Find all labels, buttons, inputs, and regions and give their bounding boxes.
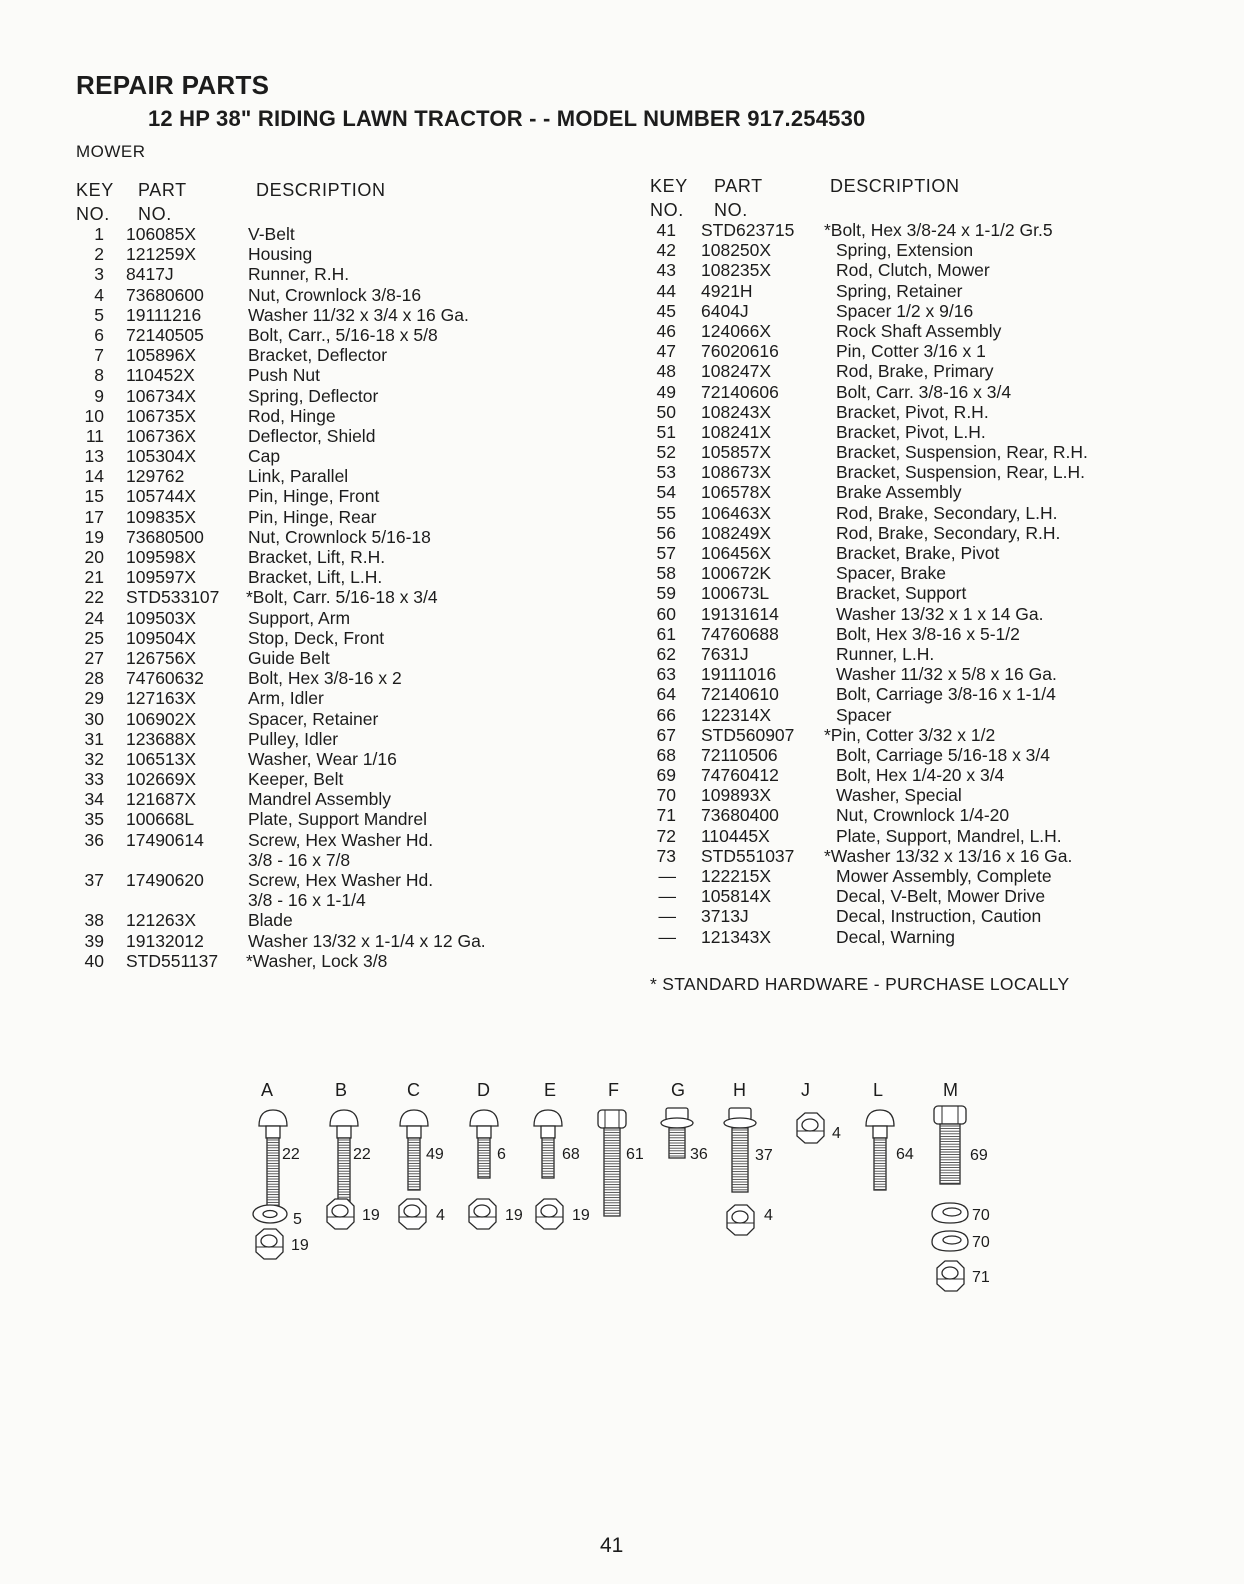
description-header: DESCRIPTION	[256, 180, 386, 200]
key-number: 27	[84, 647, 104, 668]
key-number: 11	[85, 425, 104, 446]
part-description: Rock Shaft Assembly	[836, 320, 1002, 341]
bolt-callout-a: 22	[282, 1146, 300, 1163]
part-description: Arm, Idler	[248, 688, 324, 709]
key-number: 62	[656, 643, 676, 664]
part-number: 4921H	[701, 280, 753, 301]
hardware-letter-e: E	[544, 1080, 557, 1100]
part-description: Deflector, Shield	[248, 425, 376, 446]
part-description: Mower Assembly, Complete	[836, 866, 1052, 886]
part-description: Washer 11/32 x 5/8 x 16 Ga.	[836, 664, 1057, 685]
part-description: Guide Belt	[248, 647, 330, 668]
part-number: STD560907	[701, 724, 795, 745]
callout-a-washer: 5	[293, 1211, 302, 1228]
part-description: Runner, R.H.	[248, 264, 350, 285]
bolt-f	[598, 1110, 626, 1216]
part-description: V-Belt	[248, 224, 295, 244]
hardware-letter-g: G	[671, 1080, 686, 1100]
part-description: Spring, Retainer	[836, 280, 963, 301]
part-number: 105814X	[701, 886, 772, 907]
callout-a-nut: 19	[291, 1237, 309, 1254]
key-number: 29	[84, 688, 104, 709]
part-description: Screw, Hex Washer Hd.	[248, 829, 434, 850]
key-number: 33	[84, 769, 104, 790]
hardware-letter-d: D	[477, 1080, 490, 1100]
key-number: 19	[84, 526, 104, 547]
part-description: Pin, Hinge, Rear	[248, 506, 377, 527]
key-number: 55	[656, 502, 676, 523]
key-number: 2	[94, 244, 104, 265]
part-number: 72110506	[701, 744, 778, 765]
key-number: 5	[94, 304, 104, 325]
part-header: PART	[138, 180, 187, 200]
part-header-line2: NO.	[714, 200, 748, 220]
key-number: 8	[94, 365, 104, 386]
key-number: 47	[656, 341, 676, 362]
part-number: 121259X	[126, 244, 197, 265]
part-description: Bracket, Deflector	[248, 345, 388, 366]
key-number: —	[658, 906, 676, 927]
part-number: 109835X	[126, 506, 197, 527]
key-number: 37	[84, 870, 104, 891]
part-header: PART	[714, 176, 763, 196]
bolt-c	[400, 1110, 428, 1190]
part-number: 72140610	[701, 684, 779, 705]
key-number: 72	[656, 825, 676, 846]
part-description: Rod, Clutch, Mower	[836, 260, 990, 281]
key-number: 25	[84, 627, 104, 648]
key-number: 36	[84, 829, 104, 850]
screw-g	[661, 1108, 693, 1158]
part-number: 109503X	[126, 607, 197, 628]
part-number: 105744X	[126, 486, 197, 507]
key-number: 21	[84, 567, 104, 588]
key-number: 67	[656, 724, 676, 745]
part-description: Washer, Special	[836, 785, 962, 806]
part-number: 19111016	[701, 664, 777, 685]
key-number: 31	[84, 728, 104, 749]
key-number: 34	[84, 789, 104, 810]
part-description: Plate, Support Mandrel	[248, 809, 427, 830]
key-number: 1	[94, 224, 104, 244]
part-number: 122314X	[701, 704, 772, 725]
key-number: 41	[656, 220, 676, 240]
part-description: Rod, Brake, Secondary, R.H.	[836, 522, 1061, 543]
part-number: 19131614	[701, 603, 779, 624]
screw-h	[724, 1108, 756, 1192]
part-number: 123688X	[126, 728, 197, 749]
key-number: 69	[656, 765, 676, 786]
special-washer-m-1	[932, 1203, 968, 1223]
key-number: 59	[656, 583, 676, 604]
nut-m	[937, 1261, 964, 1291]
key-number: 44	[656, 280, 676, 301]
washer-a	[253, 1205, 287, 1223]
part-number: 106578X	[701, 482, 772, 503]
part-description: Spacer 1/2 x 9/16	[836, 300, 974, 321]
key-number: 63	[656, 664, 676, 685]
bolt-e	[534, 1110, 562, 1178]
part-number: 105304X	[126, 446, 197, 467]
part-number: 7631J	[701, 643, 749, 664]
key-number: 58	[656, 563, 676, 584]
key-number: 32	[84, 748, 104, 769]
key-number: 70	[656, 785, 676, 806]
key-number: 51	[656, 421, 676, 442]
part-number: 106736X	[126, 425, 197, 446]
part-number: STD533107	[126, 587, 220, 608]
bolt-callout-b: 22	[353, 1146, 371, 1163]
part-description: Pin, Cotter 3/16 x 1	[836, 341, 986, 362]
part-description: Bracket, Pivot, L.H.	[836, 421, 986, 442]
key-number: 43	[656, 260, 676, 281]
bolt-callout-c: 49	[426, 1146, 444, 1163]
hardware-letter-j: J	[801, 1080, 810, 1100]
part-description: Bolt, Hex 1/4-20 x 3/4	[836, 765, 1005, 786]
part-number: 74760632	[126, 668, 204, 689]
part-number: 126756X	[126, 647, 197, 668]
part-number: 100668L	[126, 809, 195, 830]
key-number: 64	[656, 684, 676, 705]
hardware-letter-a: A	[261, 1080, 274, 1100]
part-description: Rod, Brake, Primary	[836, 361, 994, 382]
key-number: —	[658, 886, 676, 907]
key-number: 66	[656, 704, 676, 725]
key-number: 48	[656, 361, 676, 382]
part-number: 121687X	[126, 789, 197, 810]
bolt-d	[470, 1110, 498, 1178]
key-number: 56	[656, 522, 676, 543]
part-number: 109893X	[701, 785, 772, 806]
part-description: Plate, Support, Mandrel, L.H.	[836, 825, 1062, 846]
key-header-line2: NO.	[650, 200, 684, 220]
callout-m-washer-1: 70	[972, 1207, 990, 1224]
part-number: 109504X	[126, 627, 197, 648]
key-number: 46	[656, 320, 676, 341]
part-number: 72140505	[126, 324, 204, 345]
key-number: 7	[94, 345, 104, 366]
part-description: Brake Assembly	[836, 482, 962, 503]
part-number: 74760688	[701, 623, 779, 644]
part-number: 108235X	[701, 260, 772, 281]
key-number: 57	[656, 543, 676, 563]
key-number: 39	[84, 930, 104, 951]
part-number: 106734X	[126, 385, 197, 406]
key-number: 17	[84, 506, 104, 527]
key-number: 40	[84, 950, 104, 971]
part-description: *Washer, Lock 3/8	[246, 950, 388, 971]
part-description: Decal, V-Belt, Mower Drive	[836, 886, 1046, 907]
bolt-callout-d: 6	[497, 1146, 506, 1163]
bolt-callout-f: 61	[626, 1146, 644, 1163]
key-number: 3	[94, 264, 104, 285]
part-description: Washer 13/32 x 1 x 14 Ga.	[836, 603, 1044, 624]
part-number: 100672K	[701, 563, 772, 584]
bolt-callout-m: 69	[970, 1147, 988, 1164]
part-description: Link, Parallel	[248, 466, 349, 487]
part-description: Bracket, Suspension, Rear, L.H.	[836, 462, 1086, 483]
hardware-letter-b: B	[335, 1080, 348, 1100]
part-number: 106513X	[126, 748, 197, 769]
part-number: 73680600	[126, 284, 204, 305]
callout-e-nut: 19	[572, 1207, 590, 1224]
key-number: 42	[656, 240, 676, 261]
part-description: Rod, Hinge	[248, 405, 336, 426]
part-description: Spacer, Brake	[836, 563, 946, 584]
bolt-l	[866, 1110, 894, 1190]
key-number: 15	[84, 486, 104, 507]
part-description: Spring, Deflector	[248, 385, 379, 406]
part-number: 124066X	[701, 320, 772, 341]
nut-e	[536, 1199, 563, 1229]
part-description: Pulley, Idler	[248, 728, 339, 749]
part-description: Decal, Instruction, Caution	[836, 906, 1042, 927]
key-number: 20	[84, 547, 104, 567]
key-number: 14	[84, 466, 104, 487]
part-number: 102669X	[126, 769, 197, 790]
part-description: Nut, Crownlock 1/4-20	[836, 805, 1010, 826]
hardware-letter-m: M	[943, 1080, 958, 1100]
hardware-letter-h: H	[733, 1080, 746, 1100]
part-description: Rod, Brake, Secondary, L.H.	[836, 502, 1058, 523]
part-number: 17490620	[126, 870, 204, 891]
key-number: 38	[84, 910, 104, 931]
part-description: Spring, Extension	[836, 240, 974, 261]
part-description: Bolt, Hex 3/8-16 x 5-1/2	[836, 623, 1020, 644]
part-description: Nut, Crownlock 3/8-16	[248, 284, 422, 305]
model-subtitle: 12 HP 38" RIDING LAWN TRACTOR - - MODEL NUMBER 917.254530	[148, 106, 866, 131]
standard-hardware-footnote: * STANDARD HARDWARE - PURCHASE LOCALLY	[650, 974, 1070, 994]
part-number: 122215X	[701, 866, 772, 886]
part-description: Bracket, Lift, R.H.	[248, 547, 386, 567]
part-description: Pin, Hinge, Front	[248, 486, 380, 507]
key-number: 49	[656, 381, 676, 402]
part-description: Mandrel Assembly	[248, 789, 391, 810]
part-number: 108250X	[701, 240, 772, 261]
nut-a	[256, 1229, 283, 1259]
bolt-callout-l: 64	[896, 1146, 914, 1163]
key-number: 28	[84, 668, 104, 689]
hardware-letter-l: L	[873, 1080, 884, 1100]
part-number: 110445X	[701, 825, 770, 846]
nut-b	[327, 1199, 354, 1229]
part-number: 74760412	[701, 765, 779, 786]
nut-d	[469, 1199, 496, 1229]
bolt-callout-h: 37	[755, 1147, 773, 1164]
part-description: Support, Arm	[248, 607, 351, 628]
key-number: 10	[84, 405, 104, 426]
special-washer-m-2	[932, 1231, 968, 1251]
part-number: 106456X	[701, 543, 772, 563]
key-number: —	[658, 926, 676, 947]
part-description: *Bolt, Carr. 5/16-18 x 3/4	[246, 587, 438, 608]
callout-m-nut: 71	[972, 1269, 990, 1286]
page-title: REPAIR PARTS	[76, 70, 270, 100]
part-number: 129762	[126, 466, 185, 487]
part-header-line2: NO.	[138, 204, 172, 224]
nut-h	[727, 1205, 754, 1235]
part-description: Bracket, Pivot, R.H.	[836, 401, 989, 422]
part-description: Bolt, Carriage 3/8-16 x 1-1/4	[836, 684, 1056, 705]
part-number: 108673X	[701, 462, 772, 483]
key-number: 68	[656, 744, 676, 765]
part-number: 73680500	[126, 526, 204, 547]
part-description-continued: 3/8 - 16 x 1-1/4	[248, 890, 366, 911]
part-description: Stop, Deck, Front	[248, 627, 385, 648]
page-number: 41	[600, 1534, 624, 1557]
part-number: 17490614	[126, 829, 204, 850]
part-description: Bolt, Hex 3/8-16 x 2	[248, 668, 402, 689]
part-description: Keeper, Belt	[248, 769, 344, 790]
key-number: 45	[656, 300, 676, 321]
part-number: STD551137	[126, 950, 219, 971]
part-description: Spacer	[836, 704, 892, 725]
part-number: 105896X	[126, 345, 197, 366]
part-description: Bolt, Carr., 5/16-18 x 5/8	[248, 324, 438, 345]
part-number: 73680400	[701, 805, 779, 826]
bolt-callout-j: 4	[832, 1125, 841, 1142]
part-description: Cap	[248, 446, 281, 467]
part-number: 105857X	[701, 442, 772, 463]
key-number: 50	[656, 401, 676, 422]
part-number: 100673L	[701, 583, 770, 604]
key-number: 71	[656, 805, 676, 826]
part-description: Bolt, Carriage 5/16-18 x 3/4	[836, 744, 1051, 765]
callout-c-nut: 4	[436, 1207, 445, 1224]
part-number: 106735X	[126, 405, 197, 426]
bolt-m	[934, 1106, 966, 1184]
part-description: Bracket, Lift, L.H.	[248, 567, 383, 588]
part-number: 6404J	[701, 300, 749, 321]
key-header-line2: NO.	[76, 204, 110, 224]
part-number: 109598X	[126, 547, 197, 567]
part-description: Push Nut	[248, 365, 320, 386]
part-number: 72140606	[701, 381, 779, 402]
key-number: 4	[94, 284, 104, 305]
callout-d-nut: 19	[505, 1207, 523, 1224]
part-description: Nut, Crownlock 5/16-18	[248, 526, 431, 547]
part-description: *Pin, Cotter 3/32 x 1/2	[824, 724, 996, 745]
part-description: *Bolt, Hex 3/8-24 x 1-1/2 Gr.5	[824, 220, 1053, 240]
key-number: 35	[84, 809, 104, 830]
part-number: STD623715	[701, 220, 795, 240]
part-number: 108241X	[701, 421, 772, 442]
key-header: KEY	[650, 176, 688, 196]
key-number: 54	[656, 482, 676, 503]
part-description: Bracket, Brake, Pivot	[836, 543, 1000, 563]
part-number: 109597X	[126, 567, 197, 588]
bolt-callout-g: 36	[690, 1146, 708, 1163]
nut-c	[399, 1199, 426, 1229]
part-number: 121263X	[126, 910, 197, 931]
hardware-letter-f: F	[608, 1080, 619, 1100]
part-description: Decal, Warning	[836, 926, 955, 947]
bolt-callout-e: 68	[562, 1146, 580, 1163]
part-number: STD551037	[701, 845, 795, 866]
key-number: 13	[84, 446, 104, 467]
part-description: Bracket, Suspension, Rear, R.H.	[836, 442, 1088, 463]
key-number: 52	[656, 442, 676, 463]
part-description: Bracket, Support	[836, 583, 967, 604]
key-number: 30	[84, 708, 104, 729]
part-number: 108249X	[701, 522, 772, 543]
part-description: Washer, Wear 1/16	[248, 748, 397, 769]
part-number: 19132012	[126, 930, 204, 951]
key-number: 22	[84, 587, 104, 608]
part-description: Housing	[248, 244, 313, 265]
callout-h-nut: 4	[764, 1207, 773, 1224]
part-description: Screw, Hex Washer Hd.	[248, 870, 434, 891]
part-number: 108247X	[701, 361, 772, 382]
part-number: 127163X	[126, 688, 197, 709]
callout-m-washer-2: 70	[972, 1234, 990, 1251]
key-number: 9	[94, 385, 104, 406]
part-description-continued: 3/8 - 16 x 7/8	[248, 849, 351, 870]
key-number: 6	[94, 324, 104, 345]
part-number: 3713J	[701, 906, 749, 927]
part-description: Blade	[248, 910, 293, 931]
key-number: —	[658, 866, 676, 886]
part-number: 106902X	[126, 708, 197, 729]
callout-b-nut: 19	[362, 1207, 380, 1224]
part-description: Spacer, Retainer	[248, 708, 379, 729]
part-number: 19111216	[126, 304, 202, 325]
key-number: 60	[656, 603, 676, 624]
nut-j	[797, 1113, 824, 1143]
part-number: 76020616	[701, 341, 779, 362]
section-label: MOWER	[76, 142, 146, 161]
part-number: 106085X	[126, 224, 197, 244]
key-number: 61	[656, 623, 676, 644]
part-number: 8417J	[126, 264, 174, 285]
key-number: 53	[656, 462, 676, 483]
key-header: KEY	[76, 180, 114, 200]
part-description: *Washer 13/32 x 13/16 x 16 Ga.	[824, 845, 1073, 866]
part-number: 121343X	[701, 926, 772, 947]
part-description: Bolt, Carr. 3/8-16 x 3/4	[836, 381, 1012, 402]
description-header: DESCRIPTION	[830, 176, 960, 196]
part-number: 110452X	[126, 365, 195, 386]
part-description: Washer 11/32 x 3/4 x 16 Ga.	[248, 304, 469, 325]
part-number: 106463X	[701, 502, 772, 523]
part-number: 108243X	[701, 401, 772, 422]
key-number: 73	[656, 845, 676, 866]
hardware-letter-c: C	[407, 1080, 420, 1100]
key-number: 24	[84, 607, 104, 628]
part-description: Runner, L.H.	[836, 643, 935, 664]
part-description: Washer 13/32 x 1-1/4 x 12 Ga.	[248, 930, 486, 951]
